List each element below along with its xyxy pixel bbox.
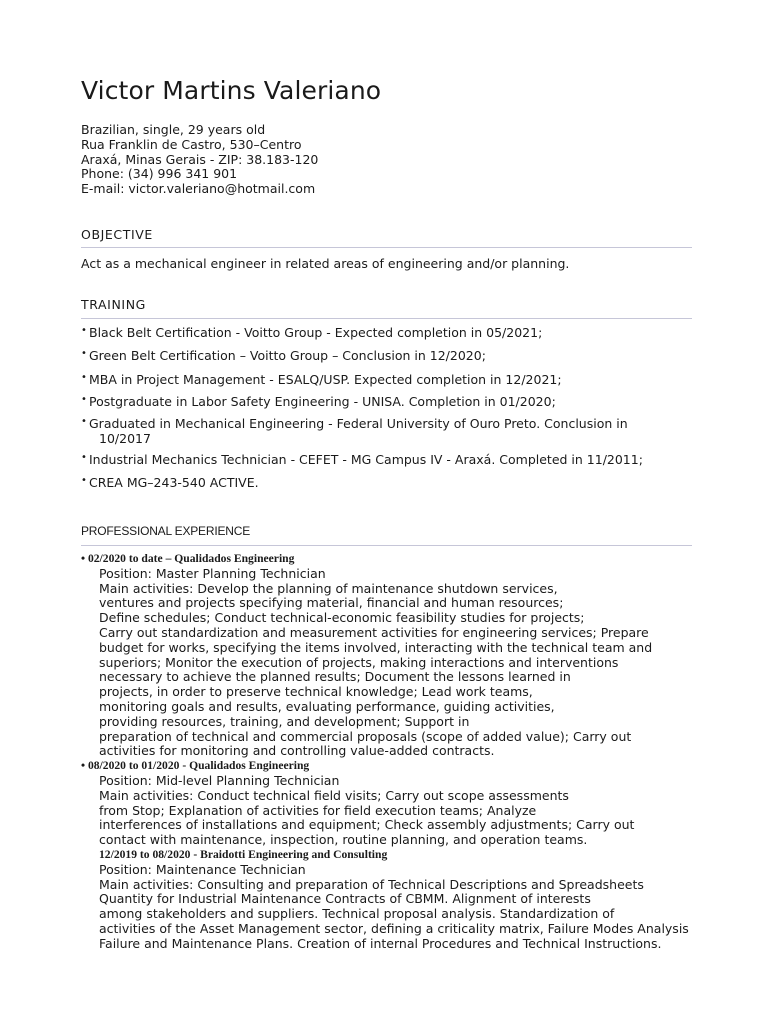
training-item bbox=[81, 348, 486, 363]
job-line: activities for monitoring and controlling value-added contracts. bbox=[99, 743, 495, 759]
training-item bbox=[81, 325, 542, 340]
bullet-icon: • bbox=[81, 348, 87, 359]
street-address: Rua Franklin de Castro, 530–Centro bbox=[81, 136, 302, 152]
job-line: among stakeholders and suppliers. Technical proposal analysis. Standardization of bbox=[99, 906, 615, 922]
job-line: ventures and projects specifying material, financial and human resources; bbox=[99, 595, 564, 611]
phone: Phone: (34) 996 341 901 bbox=[81, 166, 238, 182]
training-item bbox=[81, 416, 628, 446]
job-line: Quantity for Industrial Maintenance Contracts of CBMM. Alignment of interests bbox=[99, 891, 591, 907]
bullet-icon: • bbox=[81, 394, 87, 405]
training-item-continuation: 10/2017 bbox=[99, 431, 151, 446]
training-item-text: Postgraduate in Labor Safety Engineering - UNISA. Completion in 01/2020; bbox=[89, 394, 556, 409]
bullet-icon: • bbox=[81, 452, 87, 463]
experience-divider bbox=[81, 545, 692, 546]
city-address: Araxá, Minas Gerais - ZIP: 38.183-120 bbox=[81, 151, 319, 167]
job-line: from Stop; Explanation of activities for field execution teams; Analyze bbox=[99, 802, 537, 818]
training-item-text: CREA MG–243-540 ACTIVE. bbox=[89, 475, 259, 490]
candidate-name: Victor Martins Valeriano bbox=[81, 76, 382, 105]
job-line: necessary to achieve the planned results; Document the lessons learned in bbox=[99, 669, 571, 685]
job-line: Carry out standardization and measurement activities for engineering services; Prepare bbox=[99, 624, 649, 640]
job-description bbox=[81, 774, 701, 848]
training-item-text: MBA in Project Management - ESALQ/USP. Expected completion in 12/2021; bbox=[89, 371, 562, 387]
bullet-icon: • bbox=[81, 475, 87, 486]
job-line: Position: Master Planning Technician bbox=[99, 565, 326, 581]
job-header: • 02/2020 to date – Qualidados Engineering bbox=[81, 552, 295, 565]
job-line: Position: Maintenance Technician bbox=[99, 861, 306, 877]
job-line: activities of the Asset Management sector, defining a criticality matrix, Failure Modes Analysis bbox=[99, 920, 689, 936]
bullet-icon: • bbox=[81, 416, 87, 427]
job-line: monitoring goals and results, evaluating performance, guiding activities, bbox=[99, 698, 555, 714]
job-line: Main activities: Conduct technical field visits; Carry out scope assessments bbox=[99, 787, 569, 803]
training-heading: TRAINING bbox=[81, 297, 146, 312]
job-line: Position: Mid-level Planning Technician bbox=[99, 772, 340, 788]
contact-block bbox=[81, 123, 318, 197]
job-line: Define schedules; Conduct technical-economic feasibility studies for projects; bbox=[99, 610, 585, 626]
job-line: contact with maintenance, inspection, routine planning, and operation teams. bbox=[99, 832, 588, 848]
training-item-text: Black Belt Certification - Voitto Group - Expected completion in 05/2021; bbox=[89, 325, 543, 340]
training-item bbox=[81, 475, 259, 490]
training-item bbox=[81, 372, 562, 387]
job-header: • 08/2020 to 01/2020 - Qualidados Engineering bbox=[81, 759, 310, 773]
job-line: Failure and Maintenance Plans. Creation of internal Procedures and Technical Instructions. bbox=[99, 935, 662, 951]
bullet-icon: • bbox=[81, 371, 87, 383]
bullet-icon: • bbox=[81, 325, 87, 336]
training-item-text: Industrial Mechanics Technician - CEFET - MG Campus IV - Araxá. Completed in 11/2011; bbox=[89, 452, 643, 467]
experience-list bbox=[81, 552, 701, 952]
job-description bbox=[81, 567, 701, 759]
job-line: preparation of technical and commercial proposals (scope of added value); Carry out bbox=[99, 728, 632, 744]
training-item-text: Green Belt Certification – Voitto Group – Conclusion in 12/2020; bbox=[89, 348, 486, 363]
job-description bbox=[81, 863, 701, 952]
experience-heading: PROFESSIONAL EXPERIENCE bbox=[81, 524, 251, 538]
training-divider bbox=[81, 318, 692, 319]
objective-heading: OBJECTIVE bbox=[81, 227, 153, 242]
job-line: Main activities: Develop the planning of maintenance shutdown services, bbox=[99, 580, 558, 596]
job-line: projects, in order to preserve technical knowledge; Lead work teams, bbox=[99, 684, 533, 700]
personal-info: Brazilian, single, 29 years old bbox=[81, 122, 266, 137]
objective-divider bbox=[81, 247, 692, 248]
job-header: 12/2019 to 08/2020 - Braidotti Engineering and Consulting bbox=[99, 847, 388, 861]
training-item bbox=[81, 452, 643, 467]
job-line: providing resources, training, and development; Support in bbox=[99, 713, 470, 729]
job-line: interferences of installations and equipment; Check assembly adjustments; Carry out bbox=[99, 817, 635, 833]
email: E-mail: victor.valeriano@hotmail.com bbox=[81, 181, 316, 197]
training-item-text: Graduated in Mechanical Engineering - Federal University of Ouro Preto. Conclusion in bbox=[89, 416, 628, 431]
objective-text: Act as a mechanical engineer in related areas of engineering and/or planning. bbox=[81, 256, 570, 271]
job-line: budget for works, specifying the items involved, interacting with the technical team and bbox=[99, 639, 653, 655]
job-line: superiors; Monitor the execution of projects, making interactions and interventions bbox=[99, 654, 619, 670]
training-item bbox=[81, 394, 556, 409]
job-line: Main activities: Consulting and preparation of Technical Descriptions and Spreadsheets bbox=[99, 876, 644, 892]
